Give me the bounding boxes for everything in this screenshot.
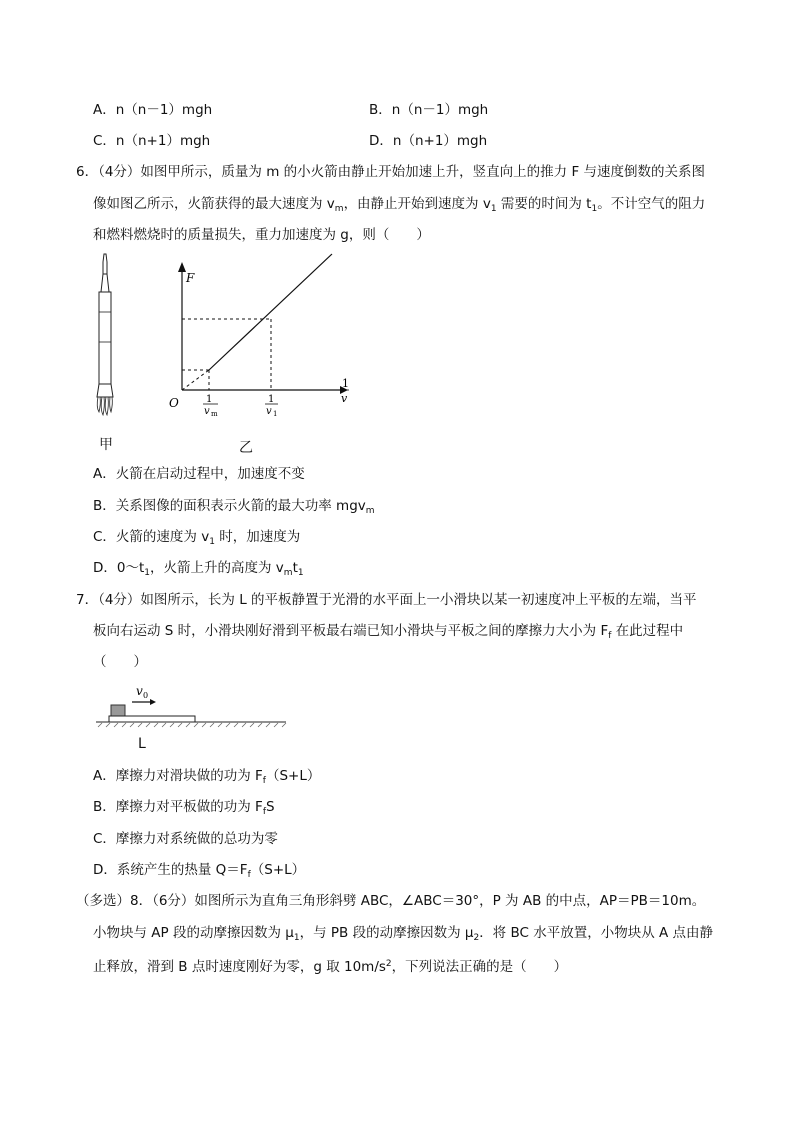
figure-label-yi: 乙	[239, 440, 253, 456]
graph-tick2-sub: 1	[273, 410, 278, 418]
q7-option-a: A．摩擦力对滑块做的功为 $F_f(S+L)$	[93, 768, 321, 786]
rocket-figure	[86, 252, 126, 427]
q7-option-b: B．摩擦力对平板做的功为 $F_fS$	[93, 799, 275, 817]
q5-option-b: B．n（n－1）mgh	[369, 102, 489, 118]
q5-option-a: A．n（n－1）mgh	[93, 102, 213, 118]
graph-tick1-num: 1	[206, 394, 213, 405]
graph-origin-label: O	[169, 396, 179, 410]
q6-option-b: B．关系图像的面积表示火箭的最大功率 mgv$_m$	[93, 498, 375, 516]
graph-x-axis-num: 1	[342, 377, 349, 390]
graph-tick2-den: v	[266, 406, 272, 417]
graph-tick1-sub: m	[211, 410, 218, 418]
q7-option-c: C．摩擦力对系统做的总功为零	[93, 831, 278, 847]
q8-stem-line2: 小物块与 AP 段的动摩擦因数为 $\mu_1$，与 PB 段的动摩擦因数为 $\mu_2$．将 BC 水平放置，小物块从 A 点由静	[93, 925, 714, 943]
q6-option-c: C．火箭的速度为 $v_1$ 时，加速度为	[93, 529, 301, 547]
q5-option-d: D．n（n+1）mgh	[369, 133, 488, 149]
q7-option-d: D．系统产生的热量 $Q=F_f(S+L)$	[93, 862, 306, 880]
q6-option-a: A．火箭在启动过程中，加速度不变	[93, 466, 305, 482]
v0-label-sub: 0	[143, 691, 149, 700]
q7-stem-line2: 板向右运动 S 时，小滑块刚好滑到平板最右端已知小滑块与平板之间的摩擦力大小为 $F_f$ 在此过程中	[93, 623, 684, 641]
graph-y-axis-label: F	[186, 271, 195, 285]
plank-figure	[96, 680, 292, 730]
q7-stem-line3: （ ）	[93, 654, 147, 670]
graph-tick2-num: 1	[268, 394, 275, 405]
q5-option-c: C．n（n+1）mgh	[93, 133, 211, 149]
graph-tick1-den: v	[204, 406, 210, 417]
q6-stem-line1: 6．（4分）如图甲所示，质量为 m 的小火箭由静止开始加速上升，竖直向上的推力 F 与速度倒数的关系图	[76, 164, 706, 180]
plank-length-label: L	[138, 736, 146, 752]
q8-stem-line1: （多选）8．（6分）如图所示为直角三角形斜劈 ABC，∠ABC＝30°，P 为 AB 的中点，AP＝PB＝10m。	[76, 893, 706, 909]
q8-stem-line3: 止释放，滑到 B 点时速度刚好为零，g 取 $10m/s^2$，下列说法正确的是（ ）	[93, 959, 568, 975]
q6-option-d: D．$0\sim t_1$，火箭上升的高度为 $v_mt_1$	[93, 560, 304, 578]
force-graph	[160, 250, 360, 425]
v0-label: v	[136, 684, 143, 698]
q6-stem-line3: 和燃料燃烧时的质量损失，重力加速度为 g，则（ ）	[93, 227, 430, 243]
q7-stem-line1: 7．（4分）如图所示，长为 L 的平板静置于光滑的水平面上一小滑块以某一初速度冲上平板的左端，当平	[76, 592, 697, 608]
q6-stem-line2: 像如图乙所示，火箭获得的最大速度为 $v_m$，由静止开始到速度为 $v_1$ 需要的时间为 $t_1$。不计空气的阻力	[93, 196, 706, 214]
figure-label-jia: 甲	[99, 437, 113, 453]
graph-x-axis-den: v	[341, 392, 348, 405]
